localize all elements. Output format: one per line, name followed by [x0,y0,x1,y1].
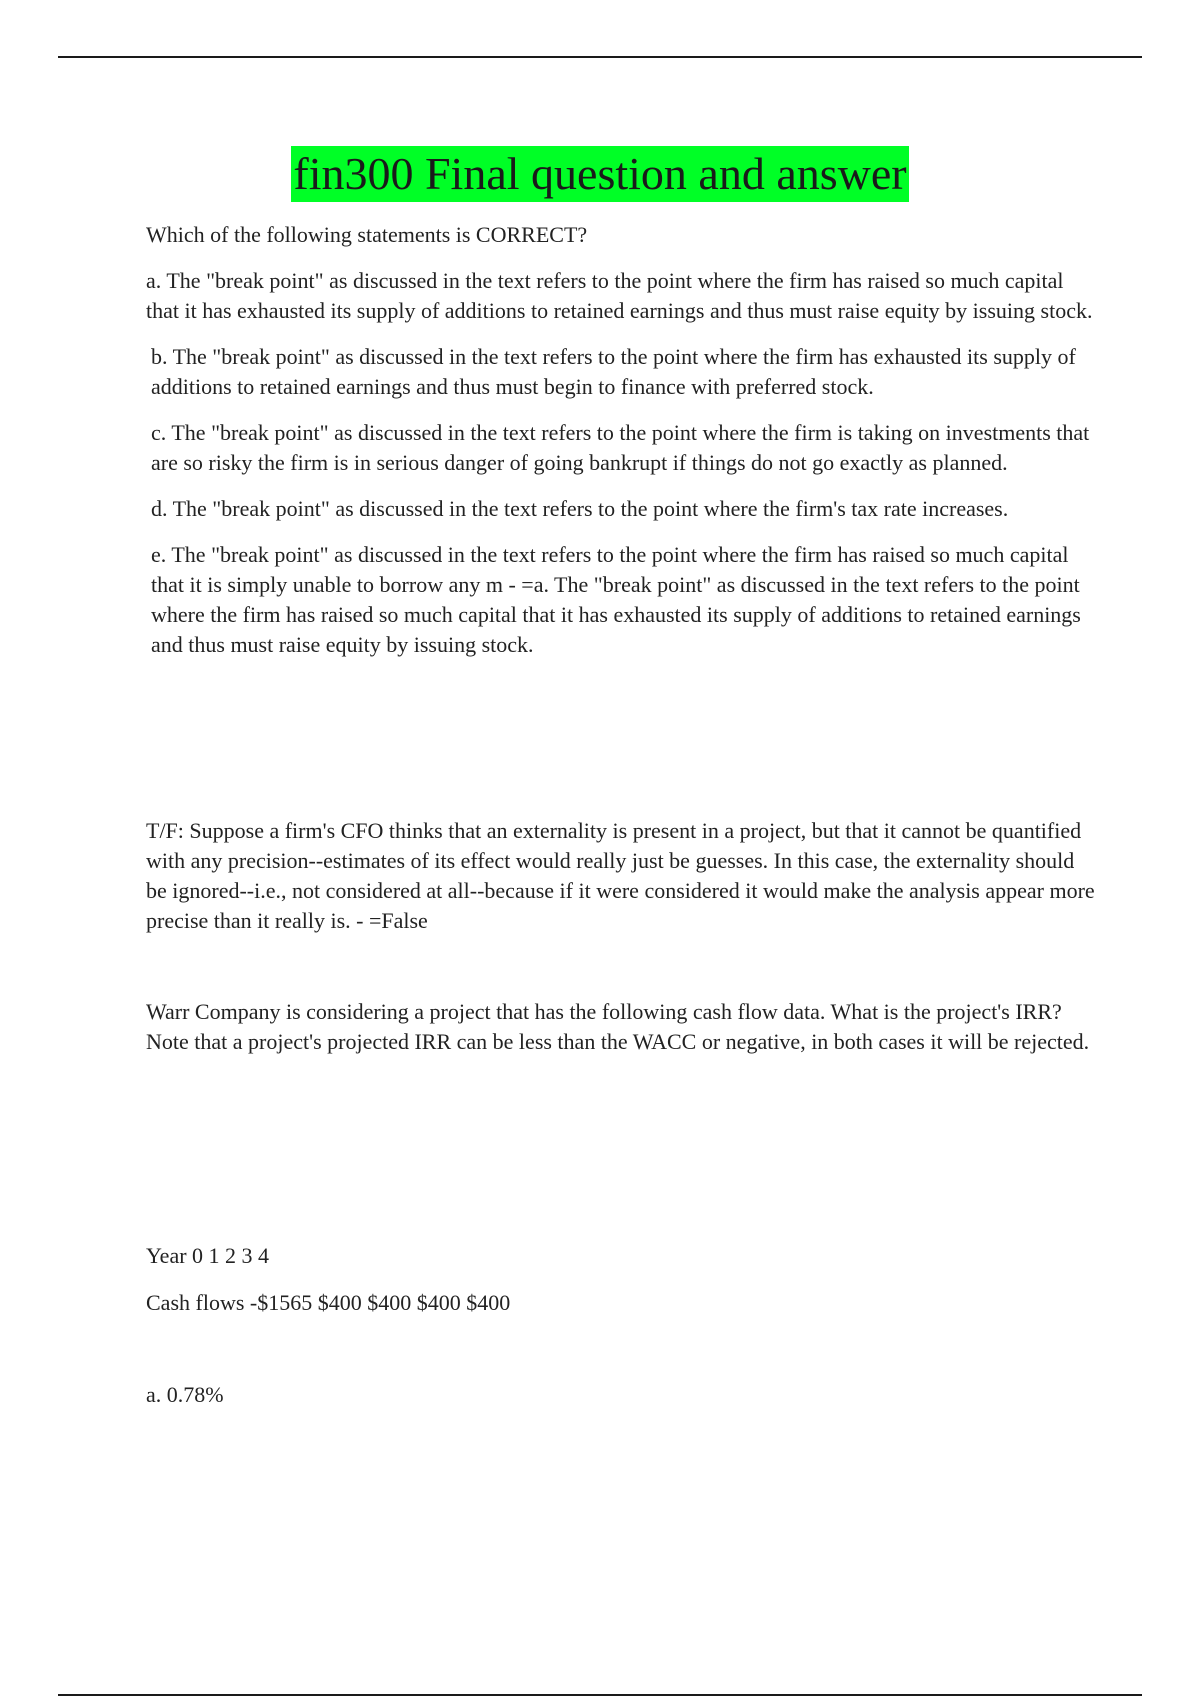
title-container [0,146,1200,202]
question-1 [146,220,1096,660]
question-1-option-a: a. The "break point" as discussed in the text refers to the point where the firm has raised so much capital that it has exhausted its supply of additions to retained earnings and thus must raise equity by issuing stock. [146,268,1093,323]
question-3-option-a: a. 0.78% [146,1382,224,1407]
question-3-years-row: Year 0 1 2 3 4 [146,1243,270,1268]
top-rule [58,56,1142,58]
question-1-option-e: e. The "break point" as discussed in the text refers to the point where the firm has raised so much capital that it is simply unable to borrow any m - =a. The "break point" as discussed in the text refers to the point where the firm has raised so much capital that it has exhausted its supply of additions to retained earnings and thus must raise equity by issuing stock. [151,542,1081,657]
question-1-option-b: b. The "break point" as discussed in the text refers to the point where the firm has exhausted its supply of additions to retained earnings and thus must begin to finance with preferred stock. [151,344,1076,399]
bottom-rule [58,1694,1142,1696]
question-2-true-false: T/F: Suppose a firm's CFO thinks that an externality is present in a project, but that it cannot be quantified with any precision--estimates of its effect would really just be guesses. In this case, the externality should be ignored--i.e., not considered at all--because if it were considered it would make the analysis appear more precise than it really is. - =False [146,818,1095,933]
question-1-option-d: d. The "break point" as discussed in the text refers to the point where the firm's tax rate increases. [151,496,1009,521]
question-1-stem: Which of the following statements is CORRECT? [146,222,588,247]
question-1-option-c: c. The "break point" as discussed in the text refers to the point where the firm is taking on investments that are so risky the firm is in serious danger of going bankrupt if things do not go exactly as planned. [151,420,1090,475]
page-title: fin300 Final question and answer [291,146,908,202]
question-3-cash-flows-row: Cash flows -$1565 $400 $400 $400 $400 [146,1290,511,1315]
question-3-stem: Warr Company is considering a project that has the following cash flow data. What is the project's IRR? Note that a project's projected IRR can be less than the WACC or negative, in both cases it will be rejected. [146,999,1090,1054]
